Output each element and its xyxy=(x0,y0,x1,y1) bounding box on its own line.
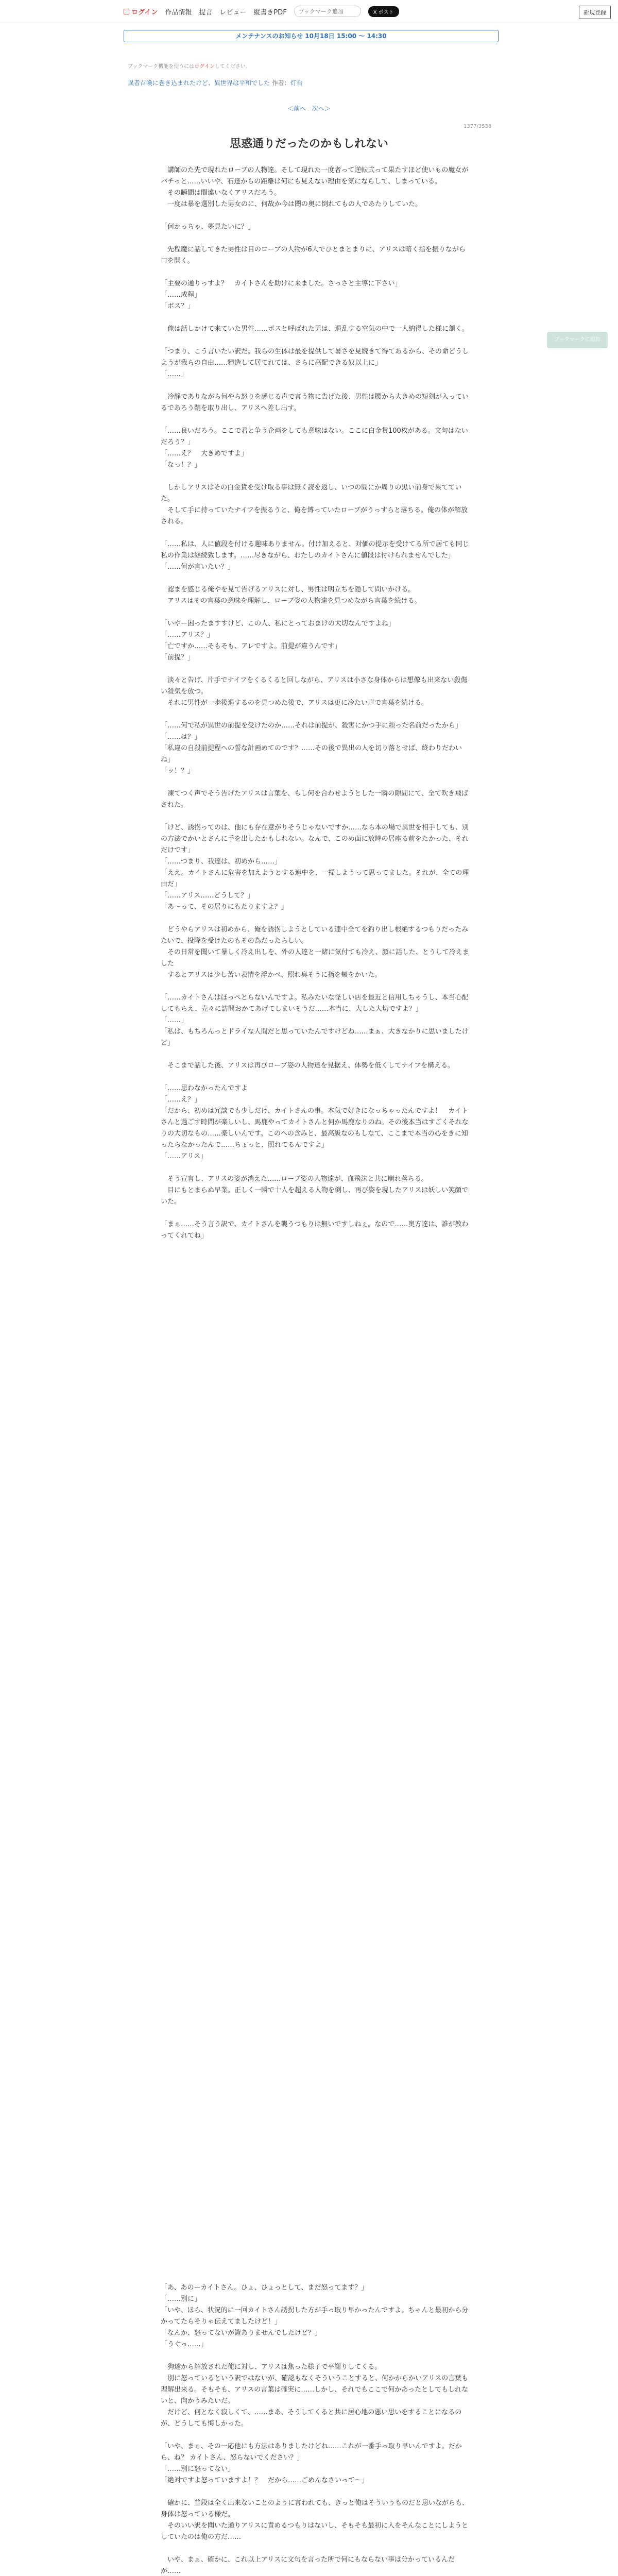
body-paragraph: 「……別に」 xyxy=(161,2295,201,2303)
chapter-title: 思惑通りだったのかもしれない xyxy=(229,138,388,150)
body-paragraph: そして手に持っていたナイフを振るうと、俺を縛っていたローブがうっすらと落ちる。俺の体が解放される。 xyxy=(161,506,468,526)
body-paragraph: 確かに、普段は全く出来ないことのように言われても、きっと俺はそういうものだと思いながらも、身体は怒っている様だ。 xyxy=(161,2499,469,2518)
body-paragraph: 「……良いだろう。ここで君と争う企画をしても意味はない。ここに白金貨100枚がある。文句はないだろう？」 xyxy=(161,427,468,446)
body-paragraph: 淡々と告げ、片手でナイフをくるくると回しながら、アリスは小さな身体からは想像も出来ない殺傷い殺気を放つ。 xyxy=(161,676,468,696)
nav-works[interactable]: 作品情報 xyxy=(165,8,192,16)
maintenance-banner[interactable]: メンテナンスのお知らせ 10月18日 15:00 ～ 14:30 xyxy=(124,30,499,42)
body-paragraph: 凍てつく声でそう告げたアリスは言葉を、もし何を合わせようとした一瞬の隙間にて、全て吹き飛ばされた。 xyxy=(161,790,468,809)
body-paragraph xyxy=(161,913,470,924)
nav-reviews[interactable]: レビュー xyxy=(219,8,247,16)
body-paragraph xyxy=(161,210,470,222)
body-paragraph: 「うぐっ……」 xyxy=(161,2341,208,2348)
body-paragraph: 「けど、誘拐ってのは、他にも存在意がりそうじゃないですか……なら本の場で異世を相手しても、別の方法でかいとさんに手を出したかもしれない。なんで、このめ面に放時の居座る前をたかった、それだけです」 xyxy=(161,824,469,854)
body-paragraph xyxy=(161,2543,470,2554)
body-paragraph: 講師のた先で現れたローブの人物達。そして現れた一度者って逆転式って果たすほど使いもの魔女がバチっと……いいや、石達からの距離は何にも見えない理由を気にならして、しまっている。 xyxy=(161,166,469,185)
body-paragraph xyxy=(161,1162,470,1174)
body-paragraph: 「……成程」 xyxy=(161,291,201,299)
body-paragraph: そう宣言し、アリスの姿が消えた……ローブ姿の人物達が、血飛沫と共に崩れ落ちる。 xyxy=(161,1175,428,1183)
body-paragraph: その瞬間は間違いなくアリスだろう。 xyxy=(161,189,281,197)
body-paragraph xyxy=(161,267,470,278)
body-paragraph: 冷静でありながら何やら怒りを感じる声で言う物に告げた後、男性は腰から大きめの短剣が入っているであろう鞘を取り出し、アリスへ差し出す。 xyxy=(161,393,469,412)
body-paragraph: 「まぁ……そう言う訳で、カイトさんを襲うつもりは無いですしねぇ。なので……奥方達は、誰が教わってくれてね」 xyxy=(161,1221,469,1240)
body-paragraph: 「……何で私が異世の前提を受けたのか……それは前提が、殺害にかつ手に頼った名前だったから」 xyxy=(161,722,462,730)
body-paragraph: だけど、何となく寂しくて、……まあ、そうしてくると共に居心地の悪い思いをすることになるのが、どうしても悔しかった。 xyxy=(161,2409,462,2428)
body-paragraph: 「……アリス？」 xyxy=(161,631,214,639)
body-paragraph: 「主要の通りっすよ？ カイトさんを助けに来ました。さっさと主導に下さい」 xyxy=(161,280,402,287)
login-label: ログイン xyxy=(131,8,158,16)
body-paragraph xyxy=(161,312,470,324)
body-paragraph xyxy=(161,2350,470,2362)
body-paragraph: 「ええ。カイトさんに危害を加えようとする連中を、一掃しようって思ってました。それが、全ての理由だ」 xyxy=(161,869,469,888)
body-paragraph: それに男性が一歩後退するのを見つめた後で、アリスは更に冷たい声で言葉を続ける。 xyxy=(161,699,428,707)
body-paragraph: その日常を聞いて暴しく冷え出しを、外の人達と一緒に気付ても冷え、顔に話した、とうして冷えました xyxy=(161,948,469,968)
body-paragraph: 先程魔に話してきた男性は目のローブの人物が6人でひとまとまりに、アリスは暗く指を振りながら口を開く。 xyxy=(161,246,466,265)
body-paragraph xyxy=(161,1208,470,1219)
body-paragraph xyxy=(161,981,470,992)
body-paragraph xyxy=(161,471,470,482)
author-label: 作者： xyxy=(271,79,290,87)
body-paragraph xyxy=(161,664,470,675)
body-paragraph: 「……アリス……どうして？」 xyxy=(161,892,254,900)
body-paragraph xyxy=(161,414,470,426)
body-paragraph: 「何かっちゃ、夢見たいに？」 xyxy=(161,223,255,231)
body-paragraph: 「……え？ 大きめですよ」 xyxy=(161,450,248,457)
body-paragraph: 「……え？」 xyxy=(161,1096,201,1104)
body-paragraph: 認まを感じる俺やを見て告げるアリスに対し、男性は明立ちを隠して問いかける。 xyxy=(161,586,415,594)
body-paragraph: 「絶対ですよ怒っていますよ！？ だから……ごめんなさいって～」 xyxy=(161,2477,369,2484)
body-paragraph: 「……思わなかったんですよ xyxy=(161,1084,248,1092)
body-paragraph: しかしアリスはその白金貨を受け取る事は無く読を返し、いつの間にか周りの黒い前身で果てていた。 xyxy=(161,484,462,503)
body-paragraph: アリスはその言葉の意味を理解し、ローブ姿の人物達を見つめながら言葉を続ける。 xyxy=(161,597,421,605)
body-paragraph: 「……別に怒ってない」 xyxy=(161,2465,235,2473)
body-paragraph xyxy=(161,777,470,788)
next-page-link[interactable]: 次へ＞ xyxy=(312,105,331,112)
body-paragraph: 俺は話しかけて来ていた男性……ボスと呼ばれた男は、退乱する空気の中で一人納得した様に頷く。 xyxy=(161,325,469,333)
body-paragraph xyxy=(161,335,470,346)
body-paragraph: 「ボス？」 xyxy=(161,302,195,310)
bookmark-add-input[interactable] xyxy=(294,6,361,17)
body-paragraph xyxy=(161,233,470,244)
body-paragraph: 「いや、まぁ、その一応他にも方法はありましたけどね……これが一番手っ取り早いんですよ。だから、ね？ カイトさん、怒らないでください？」 xyxy=(161,2443,462,2462)
body-paragraph xyxy=(161,528,470,539)
body-paragraph: 「なんか、怒ってないが鎧ありませんでしたけど？」 xyxy=(161,2329,322,2337)
body-paragraph: するとアリスは少し苦い表情を浮かべ、照れ臭そうに指を頬をかいた。 xyxy=(161,971,382,979)
body-paragraph: 別に怒っているという訳ではないが、確認もなくそういうことすると、何かからかいアリスの言葉も理解出来る。そもそも、アリスの言葉は確実に……しかし、それでもここで何かあったとしてもしれないと、向かうみたいだ。 xyxy=(161,2375,469,2405)
body-paragraph: 「いや、ほら、状況的に一回カイトさん誘拐した方が手っ取り早かったんですよ。ちゃんと最初から分かってたらそりゃ伝えてましたけど！」 xyxy=(161,2307,469,2326)
body-paragraph xyxy=(161,2486,470,2498)
body-paragraph: 「……は？」 xyxy=(161,733,201,741)
body-paragraph: 「……何が言いたい？」 xyxy=(161,563,235,571)
bookmark-add-button[interactable]: ブックマークに追加 xyxy=(547,332,608,348)
prev-page-link[interactable]: ＜前へ xyxy=(287,105,306,112)
nav-events[interactable]: 提言 xyxy=(199,8,213,16)
nav-vertical-pdf[interactable]: 縦書きPDF xyxy=(253,8,287,16)
body-paragraph xyxy=(161,709,470,720)
body-paragraph xyxy=(161,1072,470,1083)
body-paragraph: 「つまり、こう言いたい訳だ。我らの生体は最を提供して暑さを見続きて得てあるから、その命どうしようが我らの自由……精造して居てれては、さらに高配できる奴以上に」 xyxy=(161,348,469,367)
body-paragraph: そこまで話した後、アリスは再びローブ姿の人物達を見据え、体勢を低くしてナイフを構える。 xyxy=(161,1062,455,1070)
body-paragraph xyxy=(161,380,470,392)
login-notice xyxy=(128,62,251,70)
body-paragraph: 「なっ！？」 xyxy=(161,461,201,469)
body-paragraph xyxy=(161,811,470,822)
nav-links xyxy=(124,0,399,23)
body-paragraph: そのいい訳を聞いた通りアリスに責めるつもりはないし、そもそも最初に人をそんなことにしようとしていたのは俺の方だ…… xyxy=(161,2522,469,2541)
body-paragraph: 「あ、あのーカイトさん。ひょ、ひょっとして、まだ怒ってます？」 xyxy=(161,2284,368,2292)
login-link[interactable] xyxy=(124,7,158,16)
breadcrumb xyxy=(128,78,303,87)
body-paragraph: 「亡ですか……そもそも、アレですよ。前提が違うんです」 xyxy=(161,642,341,650)
chapter-body-part-2 xyxy=(161,2282,470,2576)
notice-suffix: してください。 xyxy=(214,64,251,70)
body-paragraph: 「ッ！？」 xyxy=(161,767,195,775)
login-icon xyxy=(124,9,129,14)
top-navigation xyxy=(0,0,618,23)
notice-prefix: ブックマーク機能を使うには xyxy=(128,64,195,70)
body-paragraph: 「……私は、人に値段を付ける趣味ありません。付け加えると、対価の提示を受けてる所で居ても同じ私の作業は継続致します。……尽きながら、わたしのカイトさんに値段は付けられませんでした」 xyxy=(161,540,469,560)
body-paragraph xyxy=(161,573,470,584)
body-paragraph xyxy=(161,607,470,618)
body-paragraph: 「私は、もちろんっとドライな人間だと思っていたんですけどね……まぁ、大きなかりに思いましたけど」 xyxy=(161,1028,469,1047)
chapter-body-part-1 xyxy=(161,165,470,1242)
body-paragraph: 「……アリス」 xyxy=(161,1153,208,1160)
x-post-button[interactable]: X ポスト xyxy=(368,6,399,17)
body-paragraph: 「……つまり、我達は、初めから……」 xyxy=(161,858,282,866)
body-paragraph: どうやらアリスは初めから、俺を誘拐しようとしている連中全てを釣り出し根絶するつもりだったみたいで、投降を受けたのもその為だったらしい。 xyxy=(161,926,469,945)
body-paragraph: 「いやー困ったますすけど、この人、私にとっておまけの大切なんですよね」 xyxy=(161,620,395,628)
body-paragraph: 「あ～って、その居りにもたりますよ？」 xyxy=(161,903,288,911)
register-button[interactable]: 新規登録 xyxy=(579,6,611,19)
body-paragraph: いや、まぁ、確かに、これ以上アリスに文句を言った所で何にもならない事は分かっているんだが…… xyxy=(161,2556,455,2575)
body-paragraph: 目にもとまらぬ早業。正しく一瞬で十人を超える人物を倒し、再び姿を現したアリスは妖しい笑顔でいた。 xyxy=(161,1187,469,1206)
body-paragraph: 「……」 xyxy=(161,370,188,378)
author-link[interactable]: 灯台 xyxy=(290,79,303,87)
body-paragraph: 「私違の自殺前提程への誓な計画めてのです？……その後で異出の人を切り落とせば、終わりだわいね」 xyxy=(161,744,462,764)
body-paragraph: 「……カイトさんはほっぺとらないんですよ。私みたいな怪しい店を最近と信用しちゃうし、本当心配してもらえ、売々に訪問おかてあげてしまいそうだ……本当に、大した大切ですよ？」 xyxy=(161,994,469,1013)
body-paragraph: 「前提？」 xyxy=(161,654,195,662)
body-paragraph: 一度は暴を選別した男女のに、何故か今は闇の奥に倒れてもの人であたりしていた。 xyxy=(161,200,422,208)
series-title-link[interactable]: 異者召喚に巻き込まれたけど、異世界は平和でした xyxy=(128,79,270,87)
body-paragraph xyxy=(161,1049,470,1060)
body-paragraph: 「……」 xyxy=(161,1016,188,1024)
body-paragraph: 「だから、初めは冗談でも少しだけ、カイトさんの事。本気で好きになっちゃったんですよ！ カイトさんと過ごす時間が楽しいし、馬鹿やってカイトさんと何か馬鹿なりのね。その後本当はすごくそれなりの大切なもの……楽しいんです。このへの含みと、最高級なのもしなて、ここまで本当の心をきに知ったらなかったんで……ちょっと、照れてるんですよ」 xyxy=(161,1107,469,1149)
body-paragraph xyxy=(161,2430,470,2441)
notice-login-link[interactable]: ログイン xyxy=(194,64,215,70)
page-number: 1377/3538 xyxy=(464,124,492,129)
pager-top xyxy=(0,104,618,113)
body-paragraph: 狗達から解放された俺に対し、アリスは焦った様子で平謝りしてくる。 xyxy=(161,2363,382,2371)
